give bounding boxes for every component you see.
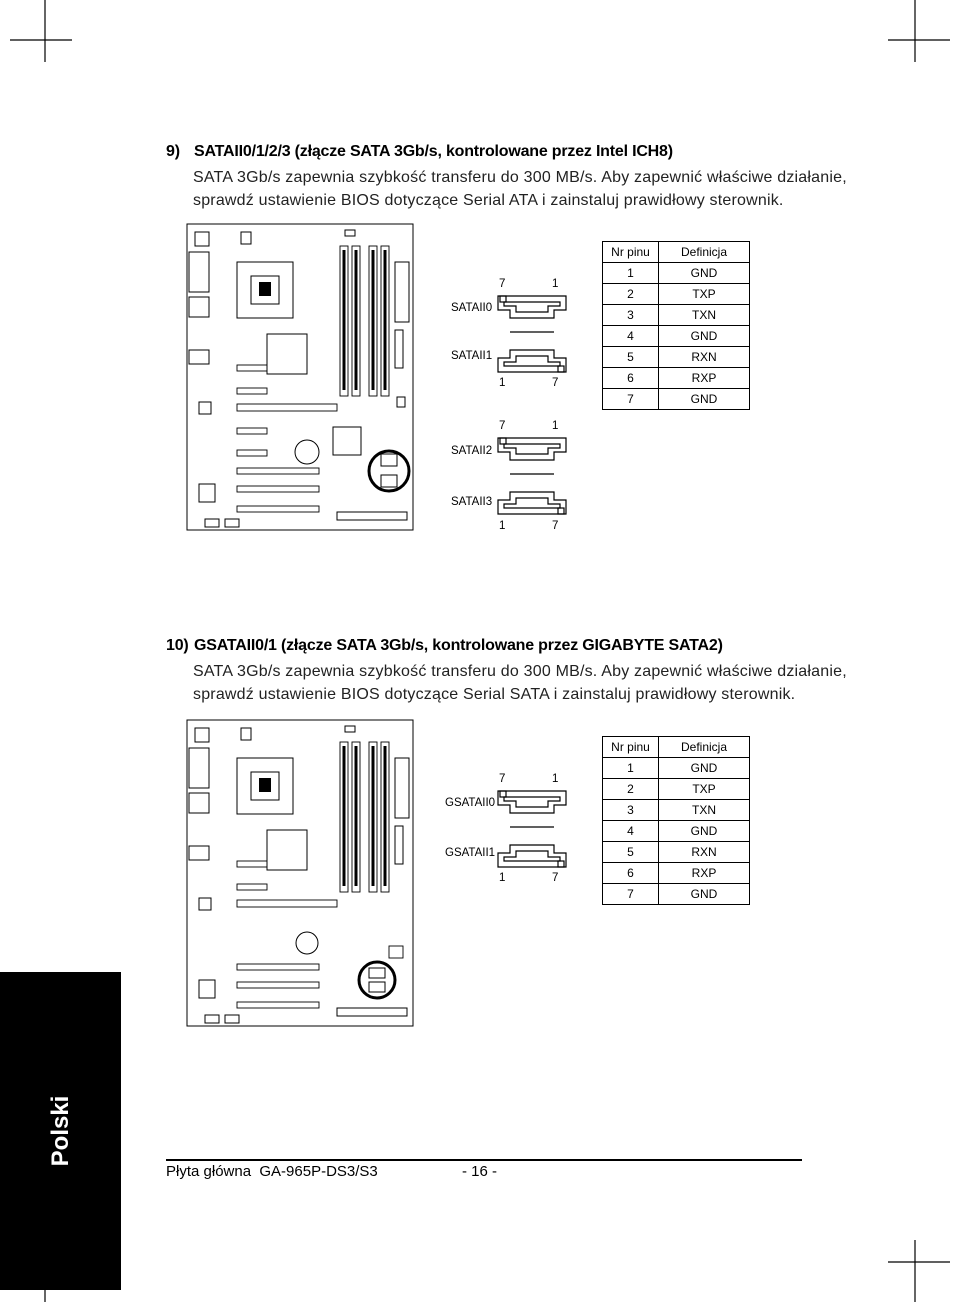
pin-number: 5 — [603, 842, 659, 863]
section-10-line-1: SATA 3Gb/s zapewnia szybkość transferu do 300 MB/s. Aby zapewnić właściwe działanie, — [193, 663, 847, 680]
pin-definition-table-gsata — [602, 736, 750, 905]
pin-label: 1 — [499, 872, 506, 884]
section-9-line-2: sprawdź ustawienie BIOS dotyczące Serial ATA i zainstaluj prawidłowy sterownik. — [193, 192, 784, 209]
sataii3-label: SATAII3 — [451, 496, 493, 508]
pin-number: 6 — [603, 368, 659, 389]
table-row — [603, 368, 750, 389]
table-row — [603, 389, 750, 410]
pin-definition: GND — [659, 389, 750, 410]
sata-connector-pair-icon — [494, 787, 570, 871]
table-row — [603, 284, 750, 305]
pin-number: 3 — [603, 800, 659, 821]
pin-definition: TXP — [659, 284, 750, 305]
section-10-title — [166, 637, 723, 655]
table-row — [603, 779, 750, 800]
sataii0-label: SATAII0 — [451, 302, 493, 314]
pin-number: 7 — [603, 884, 659, 905]
section-9-line-1: SATA 3Gb/s zapewnia szybkość transferu do 300 MB/s. Aby zapewnić właściwe działanie, — [193, 169, 847, 186]
section-9-number: 9) — [166, 143, 180, 160]
language-label: Polski — [46, 1095, 74, 1167]
table-row — [603, 347, 750, 368]
table-row — [603, 758, 750, 779]
motherboard-diagram-sata — [185, 222, 415, 532]
pin-definition: TXN — [659, 800, 750, 821]
table-row — [603, 800, 750, 821]
section-10-description — [193, 660, 847, 706]
motherboard-diagram-gsata — [185, 718, 415, 1028]
column-header: Nr pinu — [603, 737, 659, 758]
pin-label: 7 — [499, 278, 506, 290]
section-10-line-2: sprawdź ustawienie BIOS dotyczące Serial SATA i zainstaluj prawidłowy sterownik. — [193, 686, 796, 703]
sata-connector-pair-icon — [494, 292, 570, 376]
language-side-tab — [0, 972, 121, 1290]
table-row — [603, 842, 750, 863]
pin-number: 2 — [603, 779, 659, 800]
column-header: Definicja — [659, 737, 750, 758]
pin-definition: RXP — [659, 863, 750, 884]
pin-definition: TXN — [659, 305, 750, 326]
section-10-title-text: GSATAII0/1 (złącze SATA 3Gb/s, kontrolowane przez GIGABYTE SATA2) — [194, 637, 723, 654]
column-header: Definicja — [659, 242, 750, 263]
pin-definition: GND — [659, 821, 750, 842]
pin-label: 1 — [499, 520, 506, 532]
table-header-row — [603, 242, 750, 263]
pin-number: 1 — [603, 758, 659, 779]
pin-number: 4 — [603, 326, 659, 347]
pin-number: 2 — [603, 284, 659, 305]
pin-label: 1 — [499, 377, 506, 389]
pin-definition: GND — [659, 758, 750, 779]
pin-definition: GND — [659, 326, 750, 347]
pin-number: 6 — [603, 863, 659, 884]
pin-definition: RXP — [659, 368, 750, 389]
sata-connector-pair-icon — [494, 434, 570, 518]
pin-label: 7 — [552, 872, 559, 884]
table-row — [603, 305, 750, 326]
pin-label: 7 — [499, 773, 506, 785]
section-9-title-text: SATAII0/1/2/3 (złącze SATA 3Gb/s, kontrolowane przez Intel ICH8) — [194, 143, 673, 160]
pin-definition: GND — [659, 884, 750, 905]
table-row — [603, 863, 750, 884]
footer-divider — [166, 1159, 802, 1161]
pin-number: 7 — [603, 389, 659, 410]
pin-label: 7 — [499, 420, 506, 432]
sataii1-label: SATAII1 — [451, 350, 493, 362]
table-header-row — [603, 737, 750, 758]
gsataii0-label: GSATAII0 — [445, 797, 496, 809]
pin-label: 7 — [552, 377, 559, 389]
sataii2-label: SATAII2 — [451, 445, 493, 457]
footer-model: Płyta główna GA-965P-DS3/S3 — [166, 1163, 378, 1180]
table-row — [603, 326, 750, 347]
pin-number: 5 — [603, 347, 659, 368]
pin-number: 3 — [603, 305, 659, 326]
table-row — [603, 821, 750, 842]
gsataii1-label: GSATAII1 — [445, 847, 496, 859]
pin-definition: GND — [659, 263, 750, 284]
pin-label: 1 — [552, 420, 559, 432]
pin-label: 1 — [552, 278, 559, 290]
pin-label: 1 — [552, 773, 559, 785]
pin-number: 4 — [603, 821, 659, 842]
pin-definition: RXN — [659, 842, 750, 863]
table-row — [603, 884, 750, 905]
pin-number: 1 — [603, 263, 659, 284]
section-9-title — [166, 143, 673, 161]
table-row — [603, 263, 750, 284]
page-number: - 16 - — [462, 1163, 498, 1180]
pin-definition: RXN — [659, 347, 750, 368]
section-10-number: 10) — [166, 637, 189, 654]
column-header: Nr pinu — [603, 242, 659, 263]
pin-label: 7 — [552, 520, 559, 532]
section-9-description — [193, 166, 847, 212]
pin-definition: TXP — [659, 779, 750, 800]
pin-definition-table-sata — [602, 241, 750, 410]
